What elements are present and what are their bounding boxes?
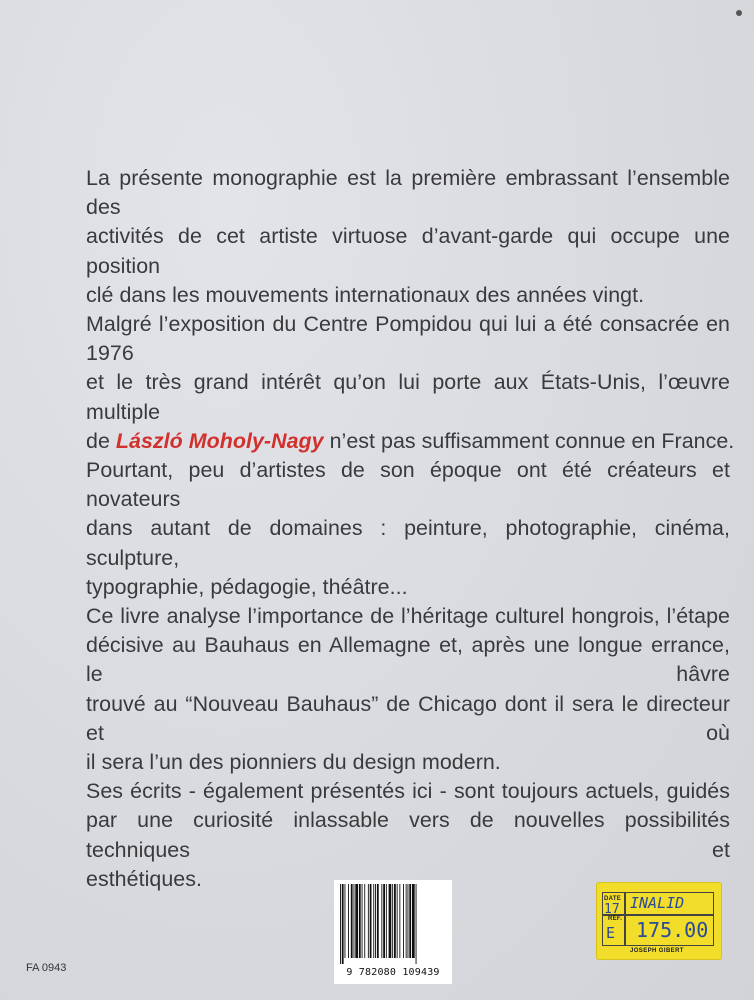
blurb-line: clé dans les mouvements internationaux des années vingt. — [86, 282, 645, 307]
barcode-bar — [362, 884, 363, 958]
barcode-bar — [389, 884, 392, 958]
corner-dot — [736, 10, 742, 16]
blurb-line-author — [86, 427, 735, 456]
barcode-bar — [406, 884, 407, 958]
blurb-line: La présente monographie est la première embrassant l’ensemble des — [86, 166, 730, 220]
barcode-bar — [373, 884, 374, 958]
barcode-bar — [381, 884, 382, 958]
barcode-bar — [409, 884, 411, 958]
cover-blurb — [86, 164, 735, 894]
barcode-bar — [394, 884, 396, 958]
blurb-line: il sera l’un des pionniers du design modern. — [86, 750, 501, 775]
barcode-bar — [348, 884, 349, 958]
blurb-line: décisive au Bauhaus en Allemagne et, après une longue errance, le hâvre — [86, 633, 730, 687]
blurb-line: esthétiques. — [86, 866, 202, 891]
barcode-bar — [345, 884, 346, 958]
barcode-bar — [342, 884, 344, 964]
blurb-line: et le très grand intérêt qu’on lui porte aux États-Unis, l’œuvre multiple — [86, 370, 730, 424]
barcode-bar — [375, 884, 376, 958]
barcode-bar — [370, 884, 372, 958]
barcode-bar — [368, 884, 369, 958]
sticker-ref-label: RÉF. — [608, 916, 623, 922]
blurb-line: Pourtant, peu d’artistes de son époque ont été créateurs et novateurs — [86, 458, 730, 512]
blurb-line: Malgré l’exposition du Centre Pompidou qui lui a été consacrée en 1976 — [86, 312, 730, 366]
barcode-bar — [403, 884, 404, 958]
barcode-bar — [386, 884, 387, 958]
blurb-text: n’est pas suffisamment connue en France. — [323, 428, 735, 453]
catalog-number: FA 0943 — [26, 962, 67, 974]
barcode-bar — [354, 884, 355, 958]
barcode-bar — [340, 884, 341, 964]
barcode-bar — [408, 884, 409, 958]
barcode-bar — [412, 884, 415, 958]
isbn-barcode — [334, 880, 452, 984]
barcode-bar — [416, 884, 417, 964]
author-name: László Moholy-Nagy — [115, 428, 324, 453]
blurb-line: dans autant de domaines : peinture, photographie, cinéma, sculpture, — [86, 516, 730, 570]
blurb-line: Ses écrits - également présentés ici - sont toujours actuels, guidés — [86, 779, 730, 804]
blurb-line: par une curiosité inlassable vers de nouvelles possibilités techniques et — [86, 808, 730, 862]
sticker-date-label: DATE — [604, 896, 622, 902]
blurb-line: Ce livre analyse l’importance de l’héritage culturel hongrois, l’étape — [86, 604, 730, 629]
barcode-bars — [338, 884, 448, 964]
blurb-line: activités de cet artiste virtuose d’avant-garde qui occupe une position — [86, 224, 730, 278]
blurb-text: de — [86, 428, 116, 453]
barcode-bar — [392, 884, 393, 958]
isbn-digits: 9 782080 109439 — [346, 967, 440, 978]
sticker-handwritten: INALID — [630, 894, 685, 912]
barcode-bar — [364, 884, 365, 958]
barcode-bar — [397, 884, 398, 958]
blurb-line: typographie, pédagogie, théâtre... — [86, 574, 408, 599]
sticker-price: 175.00 — [636, 918, 709, 942]
barcode-bar — [399, 884, 400, 958]
sticker-shop-name: JOSEPH GIBERT — [630, 948, 684, 954]
price-sticker — [596, 882, 722, 960]
blurb-line: trouvé au “Nouveau Bauhaus” de Chicago dont il sera le directeur et où — [86, 691, 730, 745]
barcode-bar — [377, 884, 379, 958]
barcode-bar — [359, 884, 361, 958]
barcode-bar — [351, 884, 353, 958]
sticker-date-value: 17 — [604, 902, 620, 917]
barcode-bar — [355, 884, 358, 958]
sticker-ref-value: E — [606, 924, 616, 942]
barcode-bar — [383, 884, 385, 958]
